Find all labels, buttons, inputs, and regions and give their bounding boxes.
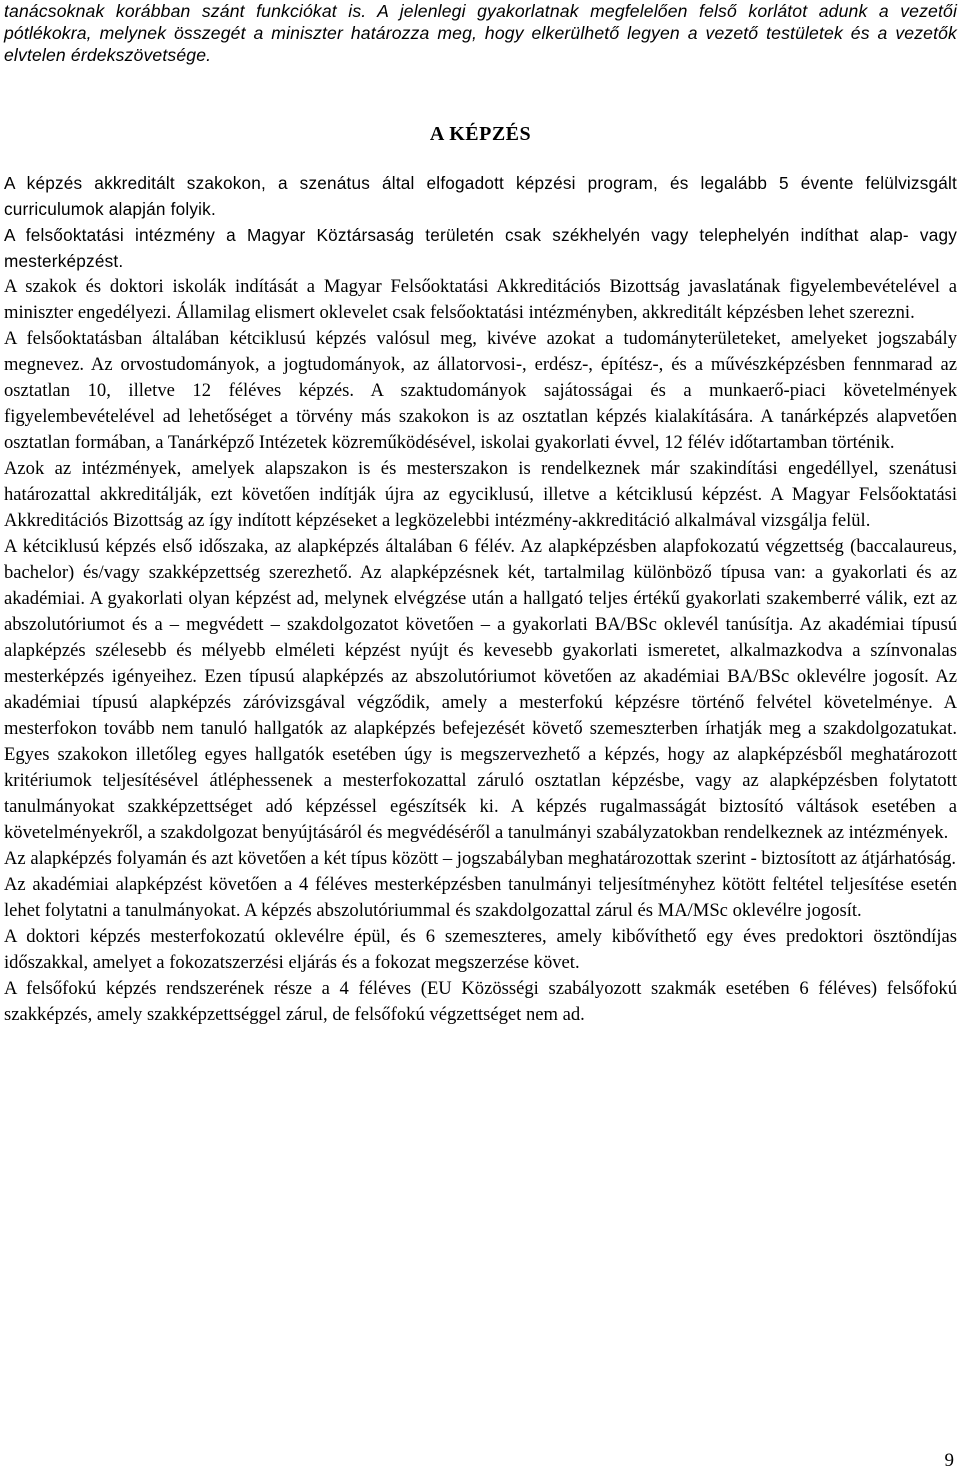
document-page — [4, 0, 957, 1028]
paragraph: A felsőoktatásban általában kétciklusú képzés valósul meg, kivéve azokat a tudományterületeket, amelyeket jogszabály megnevez. Az orvostudományok, a jogtudományok, az állatorvosi-, erdész-, építész-, és a művészképzésben fennmarad az osztatlan 10, illetve 12 féléves képzés. A szaktudományok sajátosságai és a munkaerő-piaci követelmények figyelembevételével ad lehetőséget a törvény más szakokon is az osztatlan képzés kialakítására. A tanárképzés alapvetően osztatlan formában, a Tanárképző Intézetek közreműködésével, iskolai gyakorlati évvel, 12 félév időtartamban történik. — [4, 328, 957, 453]
paragraph: A felsőoktatási intézmény a Magyar Köztársaság területén csak székhelyén vagy telephelyén indíthat alap- vagy mesterképzést. — [4, 225, 957, 271]
paragraph: A kétciklusú képzés első időszaka, az alapképzés általában 6 félév. Az alapképzésben alapfokozatú végzettség (baccalaureus, bachelor) és/vagy szakképzettség szerezhető. Az alapképzésnek két, tartalmilag különböző típusa van: a gyakorlati és az akadémiai. A gyakorlati olyan képzést ad, melynek elvégzése után a hallgató teljes értékű gyakorlati szakemberré válik, ezt az abszolutóriumot és a – megvédett – szakdolgozatot követően – a gyakorlati BA/BSc oklevél tanúsítja. Az akadémiai típusú alapképzés szélesebb és mélyebb elméleti képzést nyújt és kevesebb gyakorlati ismeretet, alkalmazkodva a színvonalas mesterképzés igényeihez. Ezen típusú alapképzés az abszolutóriumot követően az akadémiai BA/BSc oklevélre jogosít. Az akadémiai típusú alapképzés záróvizsgával végződik, amely a mesterfokú képzésre történő felvétel követelménye. A mesterfokon tovább nem tanuló hallgatók az alapképzés befejezését követő szemeszterben írhatják meg a szakdolgozatukat. Egyes szakokon illetőleg egyes hallgatók esetében úgy is megszervezhető a képzés, hogy az alapképzésből meghatározott kritériumok teljesítésével átléphessenek a mesterfokozattal záruló osztatlan képzésbe, vagy az alapképzésben folytatott tanulmányokat szakképzettséget adó képzéssel egészítsék ki. A képzés rugalmasságát biztosító váltások esetében a követelményekről, a szakdolgozat benyújtásáról és megvédéséről a tanulmányi szabályzatokban rendelkeznek az intézmények. — [4, 536, 957, 843]
paragraph: A szakok és doktori iskolák indítását a Magyar Felsőoktatási Akkreditációs Bizottság javaslatának figyelembevételével a miniszter engedélyezi. Államilag elismert oklevelet csak felsőoktatási intézményben, akkreditált képzésben lehet szerezni. — [4, 276, 957, 323]
paragraph: Azok az intézmények, amelyek alapszakon is és mesterszakon is rendelkeznek már szakindítási engedéllyel, szenátusi határozattal akkreditálják, ezt követően indítják újra az egyciklusú, illetve a kétciklusú képzést. A Magyar Felsőoktatási Akkreditációs Bizottság az így indított képzéseket a legközelebbi intézmény-akkreditáció alkalmával vizsgálja felül. — [4, 458, 957, 531]
paragraph: A felsőfokú képzés rendszerének része a 4 féléves (EU Közösségi szabályozott szakmák esetében 6 féléves) felsőfokú szakképzés, amely szakképzettséggel zárul, de felsőfokú végzettséget nem ad. — [4, 978, 957, 1025]
intro-paragraph: tanácsoknak korábban szánt funkciókat is. A jelenlegi gyakorlatnak megfelelően felső korlátot adunk a vezetői pótlékokra, melynek összegét a miniszter határozza meg, hogy elkerülhető legyen a vezető testületek és a vezetők elvtelen érdekszövetsége. — [4, 1, 957, 65]
paragraph: Az alapképzés folyamán és azt követően a két típus között – jogszabályban meghatározottak szerint - biztosított az átjárhatóság. — [4, 848, 957, 869]
paragraph: A doktori képzés mesterfokozatú oklevélre épül, és 6 szemeszteres, amely kibővíthető egy éves predoktori ösztöndíjas időszakkal, amelyet a fokozatszerzési eljárás és a fokozat megszerzése követ. — [4, 926, 957, 973]
sans-paragraph-block — [4, 170, 957, 274]
section-heading: A KÉPZÉS — [429, 123, 532, 145]
serif-paragraph-block — [4, 274, 957, 1028]
page-number: 9 — [944, 1450, 954, 1471]
paragraph: A képzés akkreditált szakokon, a szenátus által elfogadott képzési program, és legalább 5 évente felülvizsgált curriculumok alapján folyik. — [4, 173, 957, 219]
paragraph: Az akadémiai alapképzést követően a 4 féléves mesterképzésben tanulmányi teljesítményhez kötött feltétel teljesítése esetén lehet folytatni a tanulmányokat. A képzés abszolutóriummal és szakdolgozattal zárul és MA/MSc oklevélre jogosít. — [4, 874, 957, 921]
